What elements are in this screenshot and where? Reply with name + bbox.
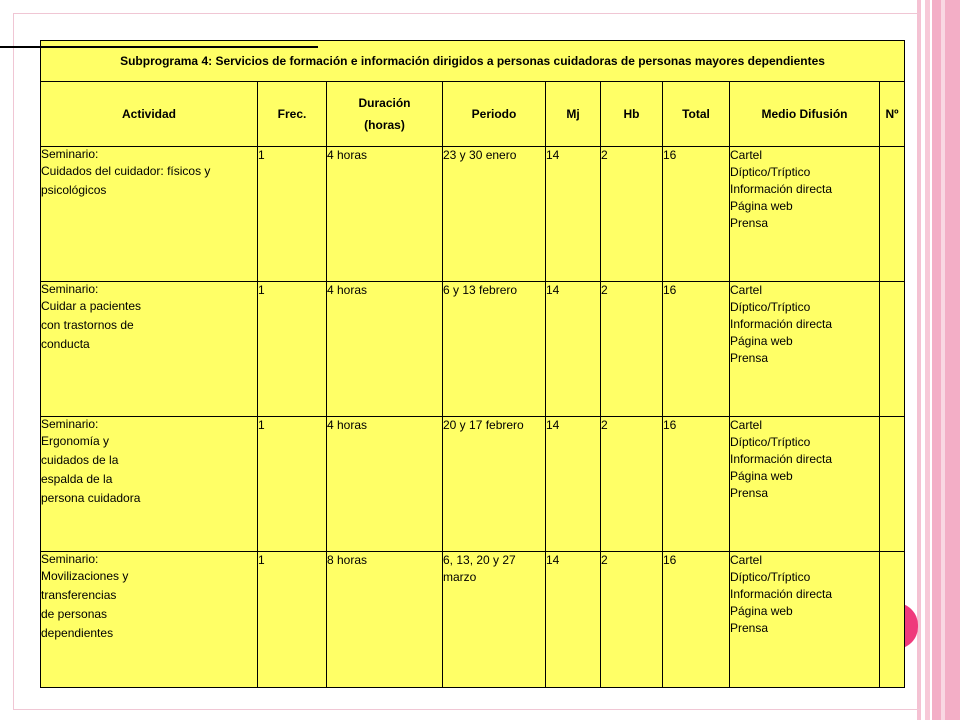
medio-line: Prensa bbox=[730, 486, 769, 500]
header-medio-difusion: Medio Difusión bbox=[730, 82, 880, 147]
actividad-line: Seminario: bbox=[41, 282, 99, 296]
cell-total: 16 bbox=[663, 417, 730, 552]
cell-frec: 1 bbox=[258, 282, 327, 417]
medio-line: Cartel bbox=[730, 148, 763, 162]
cell-duracion: 4 horas bbox=[327, 417, 443, 552]
medio-line: Díptico/Tríptico bbox=[730, 165, 811, 179]
actividad-line: con trastornos de bbox=[41, 318, 134, 332]
header-total: Total bbox=[663, 82, 730, 147]
actividad-line: Movilizaciones y bbox=[41, 569, 129, 583]
header-periodo: Periodo bbox=[443, 82, 546, 147]
cell-numero bbox=[880, 147, 905, 282]
cell-duracion: 4 horas bbox=[327, 147, 443, 282]
cell-periodo: 6, 13, 20 y 27 marzo bbox=[443, 552, 546, 688]
decorative-stripe bbox=[932, 0, 960, 720]
header-actividad: Actividad bbox=[41, 82, 258, 147]
cell-duracion: 4 horas bbox=[327, 282, 443, 417]
medio-line: Información directa bbox=[730, 182, 833, 196]
table-body bbox=[41, 147, 905, 688]
actividad-line: Cuidados del cuidador: físicos y bbox=[41, 164, 211, 178]
table-row bbox=[41, 417, 905, 552]
cell-actividad bbox=[41, 282, 258, 417]
header-mj: Mj bbox=[546, 82, 601, 147]
cell-mj: 14 bbox=[546, 282, 601, 417]
cell-periodo: 6 y 13 febrero bbox=[443, 282, 546, 417]
table-row bbox=[41, 552, 905, 688]
actividad-line: de personas bbox=[41, 607, 108, 621]
medio-line: Página web bbox=[730, 199, 793, 213]
cell-periodo: 20 y 17 febrero bbox=[443, 417, 546, 552]
decorative-stripe bbox=[941, 0, 945, 720]
cell-total: 16 bbox=[663, 147, 730, 282]
cell-medio-difusion bbox=[730, 147, 880, 282]
cell-hb: 2 bbox=[601, 147, 663, 282]
cell-medio-difusion bbox=[730, 282, 880, 417]
header-duracion-line1: Duración bbox=[358, 96, 411, 110]
cell-numero bbox=[880, 552, 905, 688]
medio-line: Prensa bbox=[730, 351, 769, 365]
cell-hb: 2 bbox=[601, 552, 663, 688]
medio-line: Díptico/Tríptico bbox=[730, 435, 811, 449]
header-numero: Nº bbox=[880, 82, 905, 147]
header-frec: Frec. bbox=[258, 82, 327, 147]
cell-mj: 14 bbox=[546, 417, 601, 552]
cell-hb: 2 bbox=[601, 282, 663, 417]
cell-medio-difusion bbox=[730, 552, 880, 688]
cell-duracion: 8 horas bbox=[327, 552, 443, 688]
actividad-line: conducta bbox=[41, 337, 90, 351]
medio-line: Información directa bbox=[730, 587, 833, 601]
actividad-line: transferencias bbox=[41, 588, 117, 602]
cell-numero bbox=[880, 417, 905, 552]
medio-line: Díptico/Tríptico bbox=[730, 300, 811, 314]
medio-line: Página web bbox=[730, 469, 793, 483]
medio-line: Cartel bbox=[730, 418, 763, 432]
actividad-line: psicológicos bbox=[41, 183, 107, 197]
medio-line: Prensa bbox=[730, 621, 769, 635]
header-hb: Hb bbox=[601, 82, 663, 147]
medio-line: Página web bbox=[730, 334, 793, 348]
actividad-line: Cuidar a pacientes bbox=[41, 299, 142, 313]
decorative-line bbox=[0, 46, 318, 48]
actividad-line: persona cuidadora bbox=[41, 491, 141, 505]
actividad-line: Ergonomía y bbox=[41, 434, 110, 448]
cell-actividad bbox=[41, 147, 258, 282]
activities-table bbox=[40, 40, 905, 688]
table-row bbox=[41, 147, 905, 282]
medio-line: Díptico/Tríptico bbox=[730, 570, 811, 584]
cell-total: 16 bbox=[663, 552, 730, 688]
medio-line: Prensa bbox=[730, 216, 769, 230]
cell-actividad bbox=[41, 552, 258, 688]
medio-line: Información directa bbox=[730, 452, 833, 466]
cell-actividad bbox=[41, 417, 258, 552]
cell-hb: 2 bbox=[601, 417, 663, 552]
decorative-stripe bbox=[925, 0, 930, 720]
actividad-line: Seminario: bbox=[41, 552, 99, 566]
actividad-line: Seminario: bbox=[41, 147, 99, 161]
medio-line: Página web bbox=[730, 604, 793, 618]
actividad-line: cuidados de la bbox=[41, 453, 119, 467]
medio-line: Cartel bbox=[730, 553, 763, 567]
cell-mj: 14 bbox=[546, 552, 601, 688]
medio-line: Cartel bbox=[730, 283, 763, 297]
actividad-line: Seminario: bbox=[41, 417, 99, 431]
cell-numero bbox=[880, 282, 905, 417]
cell-total: 16 bbox=[663, 282, 730, 417]
cell-frec: 1 bbox=[258, 552, 327, 688]
cell-medio-difusion bbox=[730, 417, 880, 552]
cell-frec: 1 bbox=[258, 147, 327, 282]
actividad-line: espalda de la bbox=[41, 472, 113, 486]
header-duracion bbox=[327, 82, 443, 147]
table-row bbox=[41, 282, 905, 417]
header-duracion-line2: (horas) bbox=[364, 118, 405, 132]
actividad-line: dependientes bbox=[41, 626, 114, 640]
medio-line: Información directa bbox=[730, 317, 833, 331]
header-row bbox=[41, 82, 905, 147]
cell-frec: 1 bbox=[258, 417, 327, 552]
cell-periodo: 23 y 30 enero bbox=[443, 147, 546, 282]
table-title: Subprograma 4: Servicios de formación e información dirigidos a personas cuidadoras de personas mayores dependientes bbox=[41, 41, 905, 82]
cell-mj: 14 bbox=[546, 147, 601, 282]
